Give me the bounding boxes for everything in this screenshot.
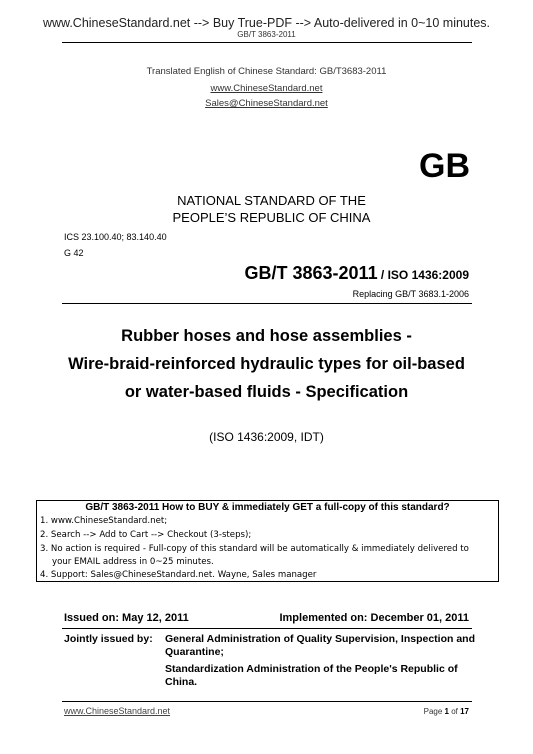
page-of: of xyxy=(448,707,461,716)
implemented-date: Implemented on: December 01, 2011 xyxy=(279,612,469,624)
gb-logo: GB xyxy=(419,147,470,185)
site-link[interactable]: www.ChineseStandard.net xyxy=(210,83,323,94)
gb-standard-number: GB/T 3863-2011 xyxy=(244,263,378,283)
jointly-issued-label: Jointly issued by: xyxy=(64,633,153,645)
iso-equivalence: (ISO 1436:2009, IDT) xyxy=(209,430,324,444)
issued-rule xyxy=(62,628,472,629)
buy-step-3-continued: your EMAIL address in 0~25 minutes. xyxy=(52,557,214,567)
issuer-2: Standardization Administration of the People's Republic of China. xyxy=(165,663,458,688)
footer-site-link[interactable]: www.ChineseStandard.net xyxy=(64,706,171,716)
national-standard-line-2: PEOPLE’S REPUBLIC OF CHINA xyxy=(172,210,371,225)
buy-step-3: 3. No action is required - Full-copy of this standard will be automatically & immediately delivered to xyxy=(40,544,469,554)
translated-line: Translated English of Chinese Standard: GB/T3683-2011 xyxy=(146,66,387,77)
document-title-line-3: or water-based fluids - Specification xyxy=(124,383,409,401)
buy-info-title: GB/T 3863-2011 How to BUY & immediately GET a full-copy of this standard? xyxy=(85,502,450,513)
page-indicator xyxy=(424,707,469,716)
top-banner: www.ChineseStandard.net --> Buy True-PDF --> Auto-delivered in 0~10 minutes. xyxy=(42,16,491,30)
buy-step-1: 1. www.ChineseStandard.net; xyxy=(40,516,168,526)
ics-code: ICS 23.100.40; 83.140.40 xyxy=(64,232,167,242)
header-rule xyxy=(62,42,472,43)
document-title-line-2: Wire-braid-reinforced hydraulic types for oil-based xyxy=(68,355,465,373)
sales-email-link[interactable]: Sales@ChineseStandard.net xyxy=(205,98,328,109)
standard-number xyxy=(245,263,470,284)
issued-date: Issued on: May 12, 2011 xyxy=(64,612,189,624)
buy-step-2: 2. Search --> Add to Cart --> Checkout (3-steps); xyxy=(40,530,252,540)
national-standard-line-1: NATIONAL STANDARD OF THE xyxy=(177,193,366,208)
title-rule xyxy=(62,303,472,304)
buy-step-4: 4. Support: Sales@ChineseStandard.net. Wayne, Sales manager xyxy=(40,570,317,580)
replacing-note: Replacing GB/T 3683.1-2006 xyxy=(352,289,469,299)
page-prefix: Page xyxy=(423,707,445,716)
page-number: 1 xyxy=(444,707,449,716)
iso-standard-number: / ISO 1436:2009 xyxy=(377,268,469,282)
issuer-1: General Administration of Quality Supervision, Inspection and Quarantine; xyxy=(165,633,475,658)
footer-rule xyxy=(62,701,472,702)
classification-code: G 42 xyxy=(64,248,84,258)
page-total: 17 xyxy=(460,707,469,716)
document-title-line-1: Rubber hoses and hose assemblies - xyxy=(121,327,412,345)
running-header-code: GB/T 3863-2011 xyxy=(237,30,296,39)
